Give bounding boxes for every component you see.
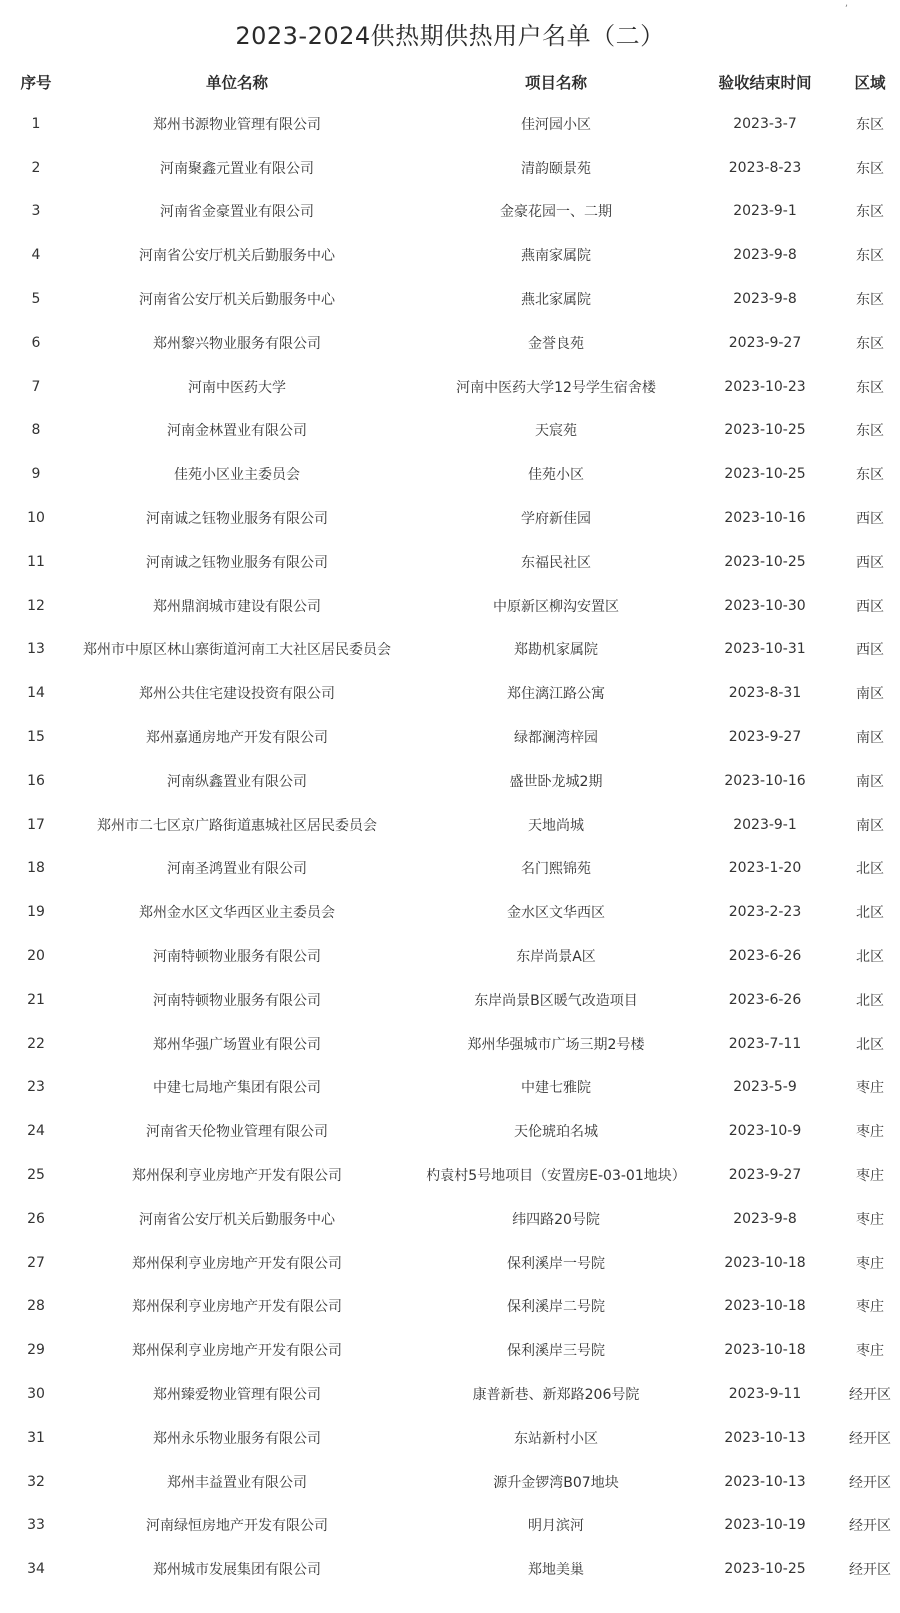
row-project-name: 郑地美巢 — [528, 1562, 584, 1579]
row-project-name: 绿都澜湾梓园 — [514, 730, 598, 747]
row-seq: 20 — [27, 948, 45, 965]
row-unit-name: 郑州金水区文华西区业主委员会 — [139, 905, 335, 922]
table-row — [0, 978, 900, 1022]
row-seq: 13 — [27, 641, 45, 658]
header-unit-name: 单位名称 — [205, 74, 268, 92]
row-acceptance-date: 2023-1-20 — [728, 860, 802, 877]
header-region: 区域 — [854, 74, 886, 92]
row-unit-name: 郑州市中原区林山寨街道河南工大社区居民委员会 — [83, 642, 391, 659]
row-seq: 28 — [27, 1298, 45, 1315]
row-unit-name: 郑州保利亨业房地产开发有限公司 — [132, 1343, 342, 1360]
row-region: 东区 — [856, 116, 884, 133]
row-seq: 19 — [27, 904, 45, 921]
table-row — [0, 1153, 900, 1197]
row-project-name: 纬四路20号院 — [512, 1211, 600, 1228]
row-project-name: 保利溪岸一号院 — [507, 1255, 605, 1272]
row-project-name: 源升金锣湾B07地块 — [493, 1474, 619, 1491]
row-project-name: 河南中医药大学12号学生宿舍楼 — [456, 379, 656, 396]
row-acceptance-date: 2023-10-18 — [724, 1298, 806, 1315]
row-unit-name: 河南省天伦物业管理有限公司 — [146, 1124, 328, 1141]
table-row — [0, 803, 900, 847]
row-seq: 3 — [31, 203, 41, 220]
row-acceptance-date: 2023-8-23 — [728, 159, 802, 176]
row-seq: 11 — [27, 553, 45, 570]
row-project-name: 康普新巷、新郑路206号院 — [472, 1387, 640, 1403]
table-row — [0, 1547, 900, 1591]
row-acceptance-date: 2023-9-1 — [733, 816, 797, 833]
row-unit-name: 郑州臻爱物业管理有限公司 — [153, 1387, 321, 1403]
row-region: 东区 — [856, 423, 884, 440]
row-region: 西区 — [856, 511, 884, 528]
row-region: 北区 — [856, 992, 884, 1009]
row-unit-name: 郑州市二七区京广路街道惠城社区居民委员会 — [97, 817, 377, 834]
table-row — [0, 1066, 900, 1110]
row-seq: 18 — [27, 860, 45, 877]
table-row — [0, 1241, 900, 1285]
row-acceptance-date: 2023-10-25 — [724, 466, 806, 483]
row-project-name: 燕南家属院 — [521, 248, 591, 265]
row-unit-name: 河南金林置业有限公司 — [167, 423, 307, 440]
row-region: 东区 — [856, 379, 884, 396]
row-region: 枣庄 — [856, 1168, 884, 1185]
row-project-name: 中原新区柳沟安置区 — [493, 598, 619, 615]
row-seq: 34 — [27, 1561, 45, 1578]
row-seq: 4 — [31, 247, 41, 264]
row-acceptance-date: 2023-9-1 — [733, 203, 797, 220]
row-region: 北区 — [856, 861, 884, 878]
table-row — [0, 277, 900, 321]
row-unit-name: 河南省公安厅机关后勤服务中心 — [139, 248, 335, 265]
table-row — [0, 1109, 900, 1153]
row-region: 枣庄 — [856, 1124, 884, 1141]
table-row — [0, 890, 900, 934]
table-row — [0, 847, 900, 891]
row-project-name: 东站新村小区 — [514, 1430, 598, 1447]
table-row — [0, 759, 900, 803]
row-project-name: 天宸苑 — [535, 423, 577, 440]
row-project-name: 郑勘机家属院 — [514, 642, 598, 659]
row-seq: 21 — [27, 991, 45, 1008]
row-acceptance-date: 2023-9-11 — [728, 1386, 802, 1402]
row-seq: 5 — [31, 291, 41, 308]
row-unit-name: 河南聚鑫元置业有限公司 — [160, 160, 314, 177]
header-acceptance-date: 验收结束时间 — [718, 74, 812, 92]
row-acceptance-date: 2023-10-25 — [724, 553, 806, 570]
row-acceptance-date: 2023-3-7 — [733, 115, 797, 132]
row-seq: 9 — [31, 466, 41, 483]
table-row — [0, 1504, 900, 1548]
row-region: 经开区 — [849, 1562, 891, 1579]
table-row — [0, 1285, 900, 1329]
row-seq: 2 — [31, 159, 41, 176]
row-region: 枣庄 — [856, 1299, 884, 1316]
header-seq: 序号 — [20, 74, 52, 92]
row-unit-name: 郑州嘉通房地产开发有限公司 — [146, 730, 328, 747]
row-unit-name: 河南省公安厅机关后勤服务中心 — [139, 292, 335, 309]
row-acceptance-date: 2023-8-31 — [728, 685, 802, 702]
row-project-name: 名门熙锦苑 — [521, 861, 591, 878]
row-project-name: 清韵颐景苑 — [521, 160, 591, 177]
row-project-name: 金豪花园一、二期 — [500, 204, 612, 221]
row-seq: 15 — [27, 729, 45, 746]
table-row — [0, 321, 900, 365]
row-seq: 12 — [27, 597, 45, 614]
row-region: 经开区 — [849, 1430, 891, 1447]
table-row — [0, 233, 900, 277]
row-unit-name: 郑州保利亨业房地产开发有限公司 — [132, 1299, 342, 1316]
row-project-name: 杓袁村5号地项目（安置房E-03-01地块） — [426, 1168, 686, 1185]
row-acceptance-date: 2023-10-30 — [724, 597, 806, 614]
row-region: 西区 — [856, 642, 884, 659]
header-project-name: 项目名称 — [524, 74, 587, 92]
row-acceptance-date: 2023-10-9 — [728, 1123, 802, 1140]
row-seq: 32 — [27, 1473, 45, 1490]
table-row — [0, 496, 900, 540]
heating-user-table — [0, 62, 900, 1591]
row-region: 枣庄 — [856, 1080, 884, 1097]
row-project-name: 保利溪岸二号院 — [507, 1299, 605, 1316]
table-row — [0, 1460, 900, 1504]
row-region: 东区 — [856, 292, 884, 309]
row-region: 北区 — [856, 1036, 884, 1053]
row-unit-name: 河南绿恒房地产开发有限公司 — [146, 1518, 328, 1535]
row-unit-name: 河南特顿物业服务有限公司 — [153, 949, 321, 966]
row-unit-name: 郑州保利亨业房地产开发有限公司 — [132, 1255, 342, 1272]
row-region: 南区 — [856, 817, 884, 834]
row-seq: 10 — [27, 510, 45, 527]
row-project-name: 郑住漓江路公寓 — [507, 686, 605, 703]
table-row — [0, 1416, 900, 1460]
row-region: 东区 — [856, 204, 884, 221]
row-seq: 29 — [27, 1342, 45, 1359]
row-acceptance-date: 2023-10-18 — [724, 1342, 806, 1359]
table-row — [0, 1022, 900, 1066]
table-row — [0, 452, 900, 496]
row-unit-name: 郑州城市发展集团有限公司 — [153, 1562, 321, 1579]
row-acceptance-date: 2023-10-13 — [724, 1473, 806, 1490]
row-seq: 22 — [27, 1035, 45, 1052]
row-region: 东区 — [856, 335, 884, 352]
row-project-name: 金水区文华西区 — [507, 905, 605, 922]
row-project-name: 盛世卧龙城2期 — [509, 773, 603, 790]
row-unit-name: 郑州鼎润城市建设有限公司 — [153, 598, 321, 615]
row-acceptance-date: 2023-10-13 — [724, 1429, 806, 1446]
row-acceptance-date: 2023-9-27 — [728, 1167, 802, 1184]
row-seq: 8 — [31, 422, 41, 439]
row-acceptance-date: 2023-6-26 — [728, 991, 802, 1008]
row-region: 北区 — [856, 949, 884, 966]
row-unit-name: 郑州丰益置业有限公司 — [167, 1474, 307, 1491]
row-seq: 17 — [27, 816, 45, 833]
row-unit-name: 郑州黎兴物业服务有限公司 — [153, 335, 321, 352]
row-project-name: 天伦琥珀名城 — [514, 1124, 598, 1141]
row-seq: 14 — [27, 685, 45, 702]
row-project-name: 金誉良苑 — [528, 335, 584, 352]
row-project-name: 东福民社区 — [521, 554, 591, 571]
row-acceptance-date: 2023-9-8 — [733, 247, 797, 264]
row-unit-name: 郑州保利亨业房地产开发有限公司 — [132, 1168, 342, 1185]
row-acceptance-date: 2023-10-16 — [724, 510, 806, 527]
row-acceptance-date: 2023-10-25 — [724, 422, 806, 439]
row-seq: 30 — [27, 1386, 45, 1402]
row-region: 东区 — [856, 248, 884, 265]
row-acceptance-date: 2023-10-31 — [724, 641, 806, 658]
row-project-name: 保利溪岸三号院 — [507, 1343, 605, 1360]
row-acceptance-date: 2023-10-18 — [724, 1254, 806, 1271]
row-acceptance-date: 2023-2-23 — [728, 904, 802, 921]
row-unit-name: 河南省公安厅机关后勤服务中心 — [139, 1211, 335, 1228]
row-region: 经开区 — [849, 1474, 891, 1491]
row-unit-name: 河南省金豪置业有限公司 — [160, 204, 314, 221]
row-unit-name: 河南特顿物业服务有限公司 — [153, 992, 321, 1009]
row-seq: 6 — [31, 334, 41, 351]
row-region: 经开区 — [849, 1387, 891, 1403]
row-project-name: 佳苑小区 — [528, 467, 584, 484]
row-seq: 1 — [31, 115, 41, 132]
row-seq: 33 — [27, 1517, 45, 1534]
row-region: 东区 — [856, 467, 884, 484]
row-seq: 23 — [27, 1079, 45, 1096]
row-project-name: 中建七雅院 — [521, 1080, 591, 1097]
row-region: 北区 — [856, 905, 884, 922]
row-seq: 26 — [27, 1210, 45, 1227]
row-seq: 24 — [27, 1123, 45, 1140]
row-acceptance-date: 2023-10-25 — [724, 1561, 806, 1578]
table-row — [0, 102, 900, 146]
row-acceptance-date: 2023-6-26 — [728, 948, 802, 965]
row-acceptance-date: 2023-10-23 — [724, 378, 806, 395]
row-acceptance-date: 2023-9-27 — [728, 729, 802, 746]
row-project-name: 佳河园小区 — [521, 116, 591, 133]
row-region: 经开区 — [849, 1518, 891, 1535]
table-row — [0, 540, 900, 584]
row-region: 枣庄 — [856, 1343, 884, 1360]
row-acceptance-date: 2023-9-27 — [728, 334, 802, 351]
table-row — [0, 365, 900, 409]
row-region: 西区 — [856, 554, 884, 571]
page-title: 2023-2024供热期供热用户名单（二） — [235, 22, 665, 50]
table-row — [0, 1328, 900, 1372]
row-unit-name: 河南圣鸿置业有限公司 — [167, 861, 307, 878]
row-region: 东区 — [856, 160, 884, 177]
table-row — [0, 628, 900, 672]
row-unit-name: 河南中医药大学 — [188, 379, 286, 396]
row-region: 西区 — [856, 598, 884, 615]
corner-mark: , — [844, 0, 848, 9]
table-row — [0, 1372, 900, 1416]
table-header-row — [0, 62, 900, 102]
row-unit-name: 郑州公共住宅建设投资有限公司 — [139, 686, 335, 703]
row-acceptance-date: 2023-7-11 — [728, 1035, 802, 1052]
row-seq: 7 — [31, 378, 41, 395]
row-seq: 27 — [27, 1254, 45, 1271]
row-seq: 25 — [27, 1167, 45, 1184]
row-unit-name: 河南纵鑫置业有限公司 — [167, 773, 307, 790]
table-row — [0, 146, 900, 190]
row-unit-name: 郑州永乐物业服务有限公司 — [153, 1430, 321, 1447]
row-region: 南区 — [856, 686, 884, 703]
row-unit-name: 中建七局地产集团有限公司 — [153, 1080, 321, 1097]
row-project-name: 燕北家属院 — [521, 292, 591, 309]
row-region: 南区 — [856, 730, 884, 747]
row-seq: 31 — [27, 1429, 45, 1446]
table-row — [0, 584, 900, 628]
row-project-name: 明月滨河 — [528, 1518, 584, 1535]
table-row — [0, 715, 900, 759]
row-acceptance-date: 2023-9-8 — [733, 1210, 797, 1227]
row-project-name: 东岸尚景A区 — [516, 949, 596, 966]
row-unit-name: 佳苑小区业主委员会 — [174, 467, 300, 484]
row-seq: 16 — [27, 772, 45, 789]
table-row — [0, 1197, 900, 1241]
row-unit-name: 郑州书源物业管理有限公司 — [153, 116, 321, 133]
row-region: 枣庄 — [856, 1255, 884, 1272]
row-unit-name: 河南诚之钰物业服务有限公司 — [146, 554, 328, 571]
row-unit-name: 河南诚之钰物业服务有限公司 — [146, 511, 328, 528]
table-row — [0, 934, 900, 978]
table-row — [0, 409, 900, 453]
row-acceptance-date: 2023-5-9 — [733, 1079, 797, 1096]
row-region: 南区 — [856, 773, 884, 790]
row-acceptance-date: 2023-10-16 — [724, 772, 806, 789]
row-project-name: 学府新佳园 — [521, 511, 591, 528]
row-region: 枣庄 — [856, 1211, 884, 1228]
table-row — [0, 190, 900, 234]
row-unit-name: 郑州华强广场置业有限公司 — [153, 1036, 321, 1053]
row-acceptance-date: 2023-9-8 — [733, 291, 797, 308]
row-project-name: 东岸尚景B区暖气改造项目 — [474, 992, 638, 1009]
row-acceptance-date: 2023-10-19 — [724, 1517, 806, 1534]
table-row — [0, 671, 900, 715]
row-project-name: 郑州华强城市广场三期2号楼 — [467, 1036, 645, 1053]
row-project-name: 天地尚城 — [528, 817, 584, 834]
